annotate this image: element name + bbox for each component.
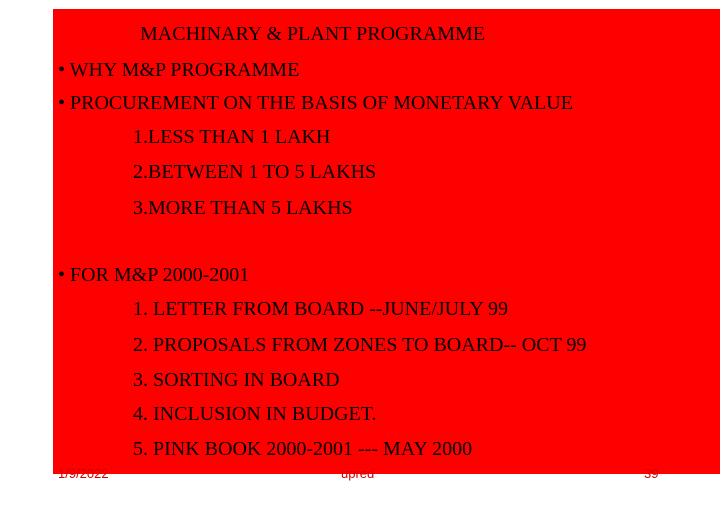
sub-item: 2. PROPOSALS FROM ZONES TO BOARD-- OCT 99 [133,334,587,356]
sub-item: 3. SORTING IN BOARD [133,369,340,391]
slide-title: MACHINARY & PLANT PROGRAMME [140,23,486,45]
sub-item: 1. LETTER FROM BOARD --JUNE/JULY 99 [133,298,509,320]
sub-item: 1.LESS THAN 1 LAKH [133,126,331,148]
bullet-why: • WHY M&P PROGRAMME [58,59,300,81]
sub-item: 4. INCLUSION IN BUDGET. [133,403,377,425]
footer-page-number: 39 [644,466,659,481]
bullet-mp-2000: • FOR M&P 2000-2001 [58,264,250,286]
footer-date: 1/9/2022 [58,466,109,481]
sub-item: 3.MORE THAN 5 LAKHS [133,197,353,219]
sub-item: 5. PINK BOOK 2000-2001 --- MAY 2000 [133,438,473,460]
footer-org: upred [341,466,375,481]
bullet-procurement: • PROCUREMENT ON THE BASIS OF MONETARY VALUE [58,92,573,114]
sub-item: 2.BETWEEN 1 TO 5 LAKHS [133,161,377,183]
